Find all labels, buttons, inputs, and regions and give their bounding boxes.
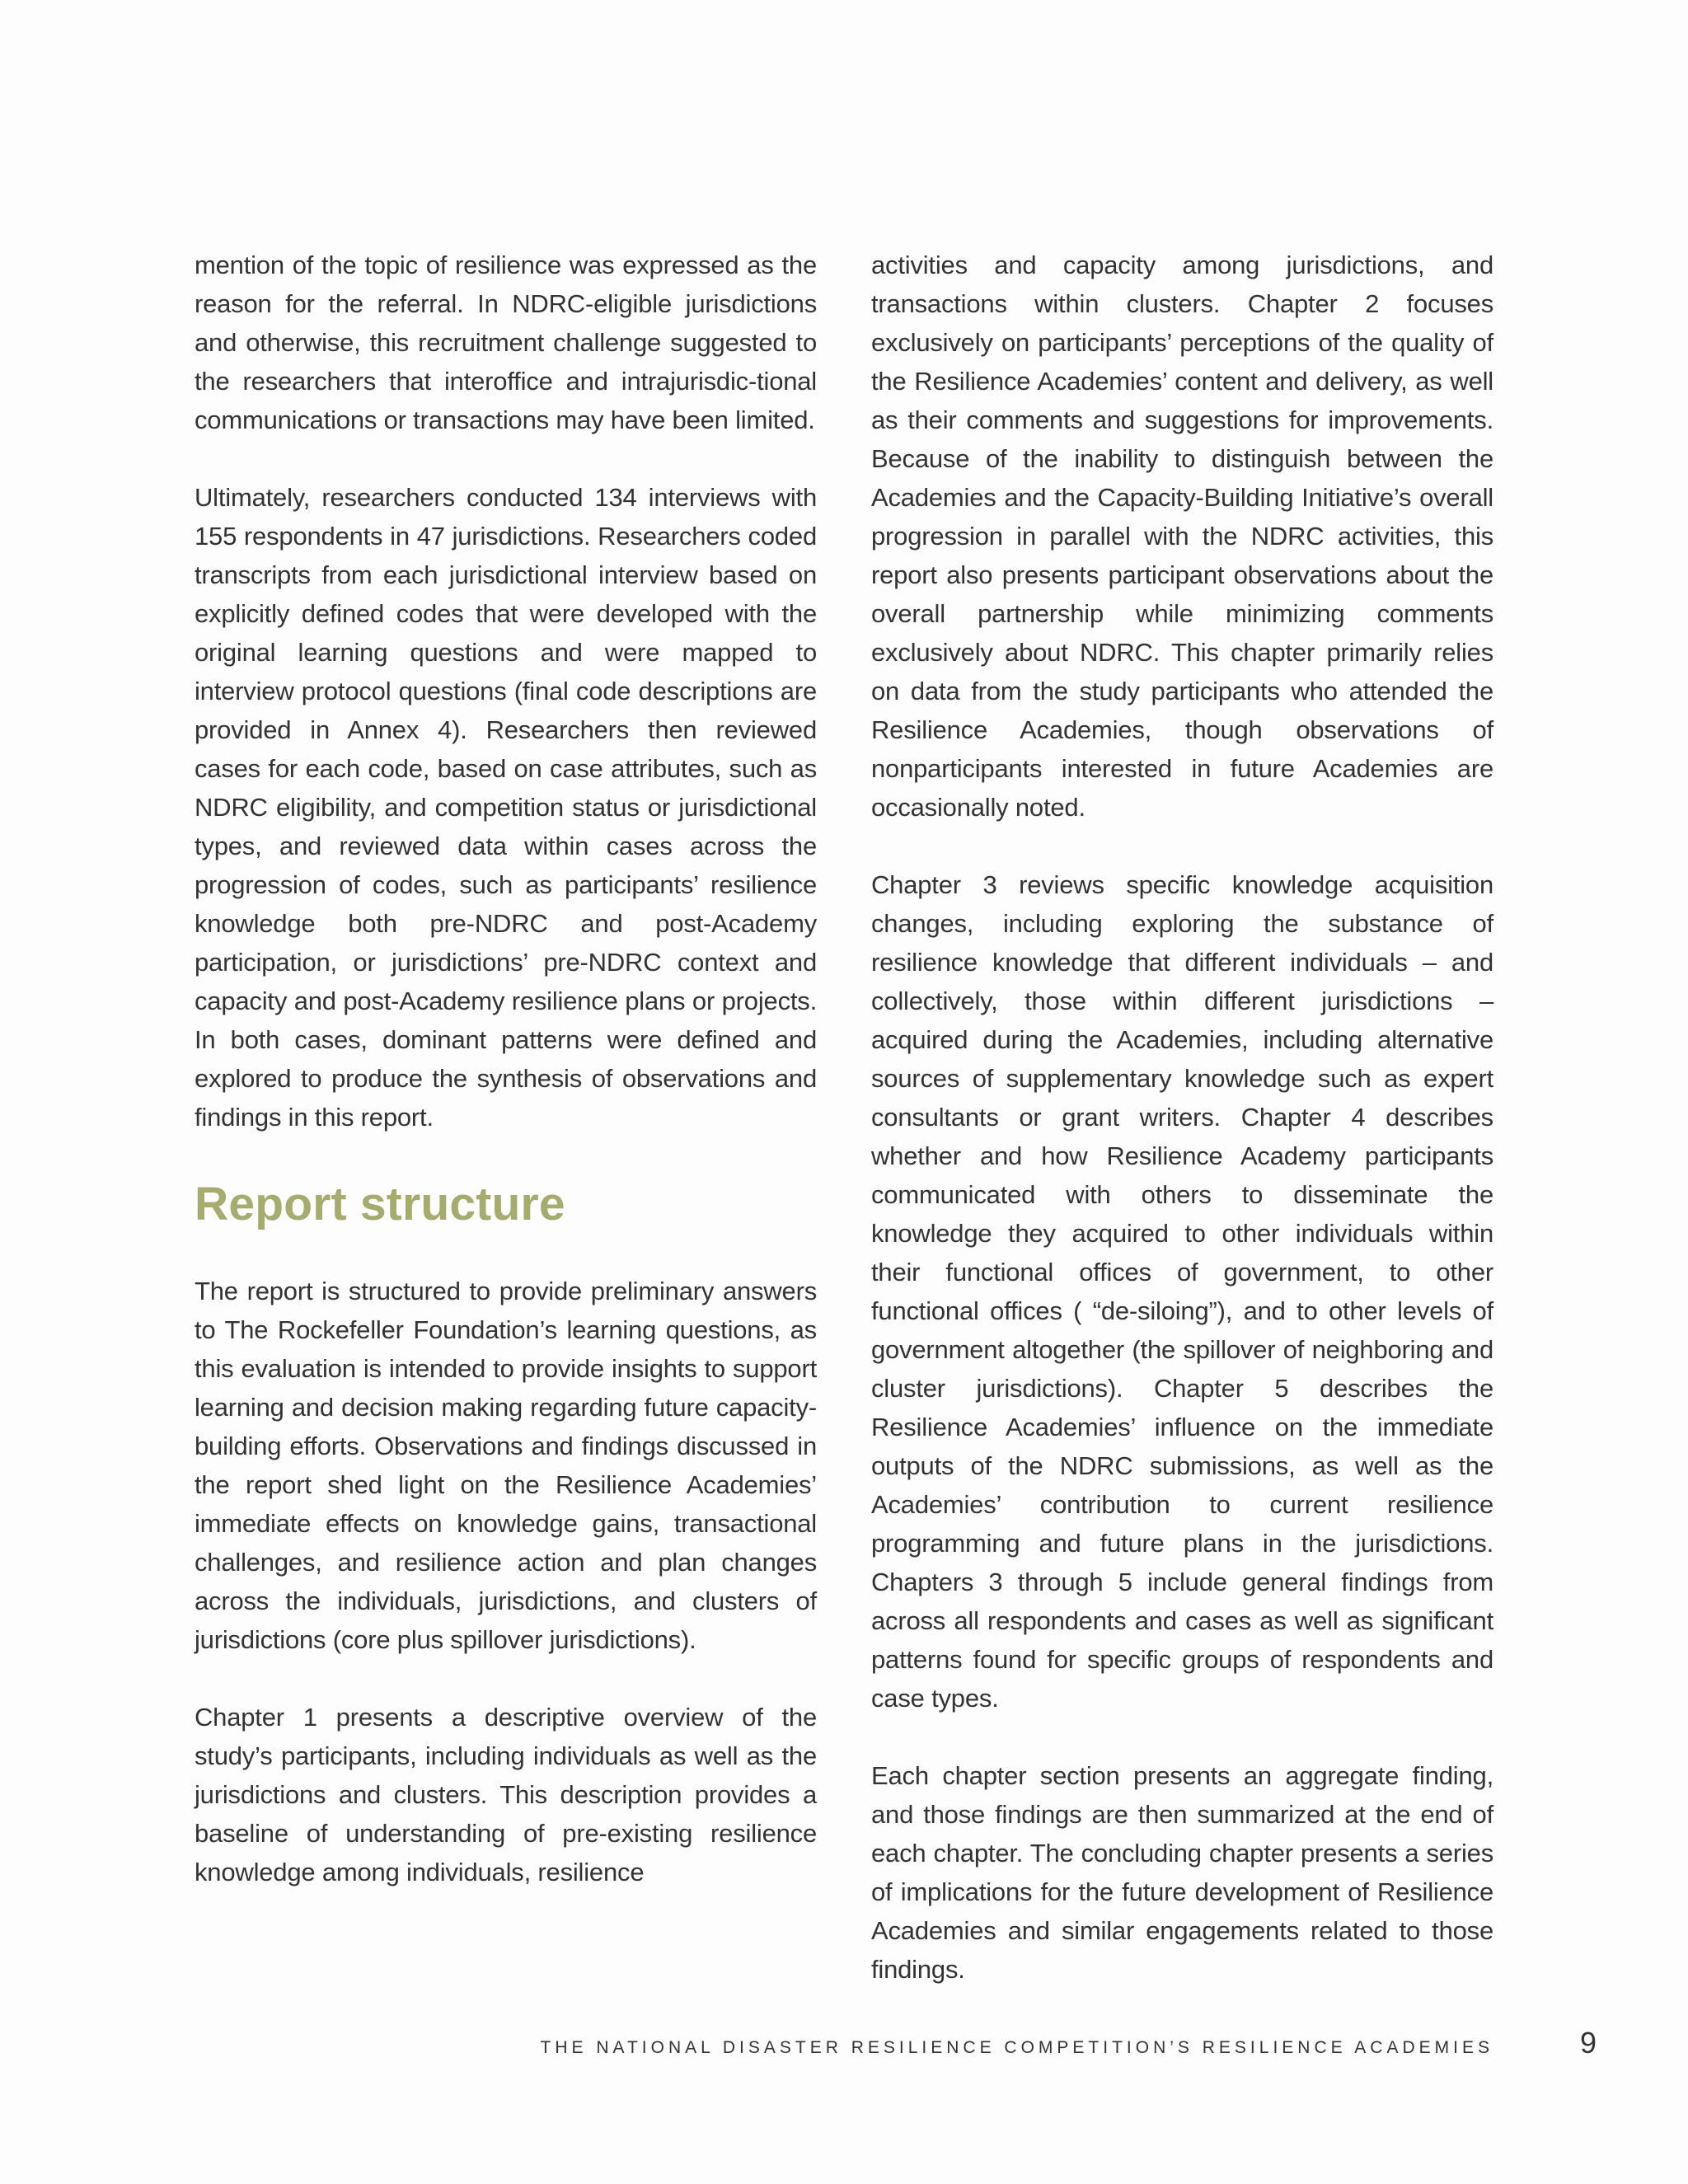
right-column (871, 246, 1493, 2027)
body-paragraph: Chapter 3 reviews specific knowledge acquisition changes, including exploring the substance of resilience knowledge that different individuals – and collectively, those within different jurisdictions – acquired during the Academies, including alternative sources of supplementary knowledge such as expert consultants or grant writers. Chapter 4 describes whether and how Resilience Academy participants communicated with others to disseminate the knowledge they acquired to other individuals within their functional offices of government, to other functional offices ( “de-siloing”), and to other levels of government altogether (the spillover of neighboring and cluster jurisdictions). Chapter 5 describes the Resilience Academies’ influence on the immediate outputs of the NDRC submissions, as well as the Academies’ contribution to current resilience programming and future plans in the jurisdictions. Chapters 3 through 5 include general findings from across all respondents and cases as well as significant patterns found for specific groups of respondents and case types. (871, 870, 1493, 1713)
body-paragraph: The report is structured to provide preliminary answers to The Rockefeller Foundation’s learning questions, as this evaluation is intended to provide insights to support learning and decision making regarding future capacity-building efforts. Observations and findings discussed in the report shed light on the Resilience Academies’ immediate effects on knowledge gains, transactional challenges, and resilience action and plan changes across the individuals, jurisdictions, and clusters of jurisdictions (core plus spillover jurisdictions). (195, 1277, 817, 1654)
body-paragraph: Ultimately, researchers conducted 134 interviews with 155 respondents in 47 jurisdictions. Researchers coded transcripts from each jurisdictional interview based on explicitly defined codes that were developed with the original learning questions and were mapped to interview protocol questions (final code descriptions are provided in Annex 4). Researchers then reviewed cases for each code, based on case attributes, such as NDRC eligibility, and competition status or jurisdictional types, and reviewed data within cases across the progression of codes, such as participants’ resilience knowledge both pre-NDRC and post-Academy participation, or jurisdictions’ pre-NDRC context and capacity and post-Academy resilience plans or projects. In both cases, dominant patterns were defined and explored to produce the synthesis of observations and findings in this report. (195, 483, 817, 1132)
page-number: 9 (1580, 2026, 1597, 2060)
body-paragraph: Each chapter section presents an aggregate finding, and those findings are then summarized at the end of each chapter. The concluding chapter presents a series of implications for the future development of Resilience Academies and similar engagements related to those findings. (871, 1761, 1493, 1984)
body-paragraph: Chapter 1 presents a descriptive overview of the study’s participants, including individuals as well as the jurisdictions and clusters. This description provides a baseline of understanding of pre-existing resilience knowledge among individuals, resilience (195, 1703, 817, 1886)
body-paragraph: activities and capacity among jurisdictions, and transactions within clusters. Chapter 2 focuses exclusively on participants’ perceptions of the quality of the Resilience Academies’ content and delivery, as well as their comments and suggestions for improvements. Because of the inability to distinguish between the Academies and the Capacity-Building Initiative’s overall progression in parallel with the NDRC activities, this report also presents participant observations about the overall partnership while minimizing comments exclusively about NDRC. This chapter primarily relies on data from the study participants who attended the Resilience Academies, though observations of nonparticipants interested in future Academies are occasionally noted. (871, 251, 1493, 822)
left-column (195, 246, 817, 1930)
body-paragraph: mention of the topic of resilience was expressed as the reason for the referral. In NDRC-eligible jurisdictions and otherwise, this recruitment challenge suggested to the researchers that interoffice and intrajurisdic-tional communications or transactions may have been limited. (195, 251, 817, 434)
section-heading-report-structure: Report structure (195, 1178, 565, 1230)
running-footer-title: THE NATIONAL DISASTER RESILIENCE COMPETITION’S RESILIENCE ACADEMIES (540, 2038, 1493, 2057)
